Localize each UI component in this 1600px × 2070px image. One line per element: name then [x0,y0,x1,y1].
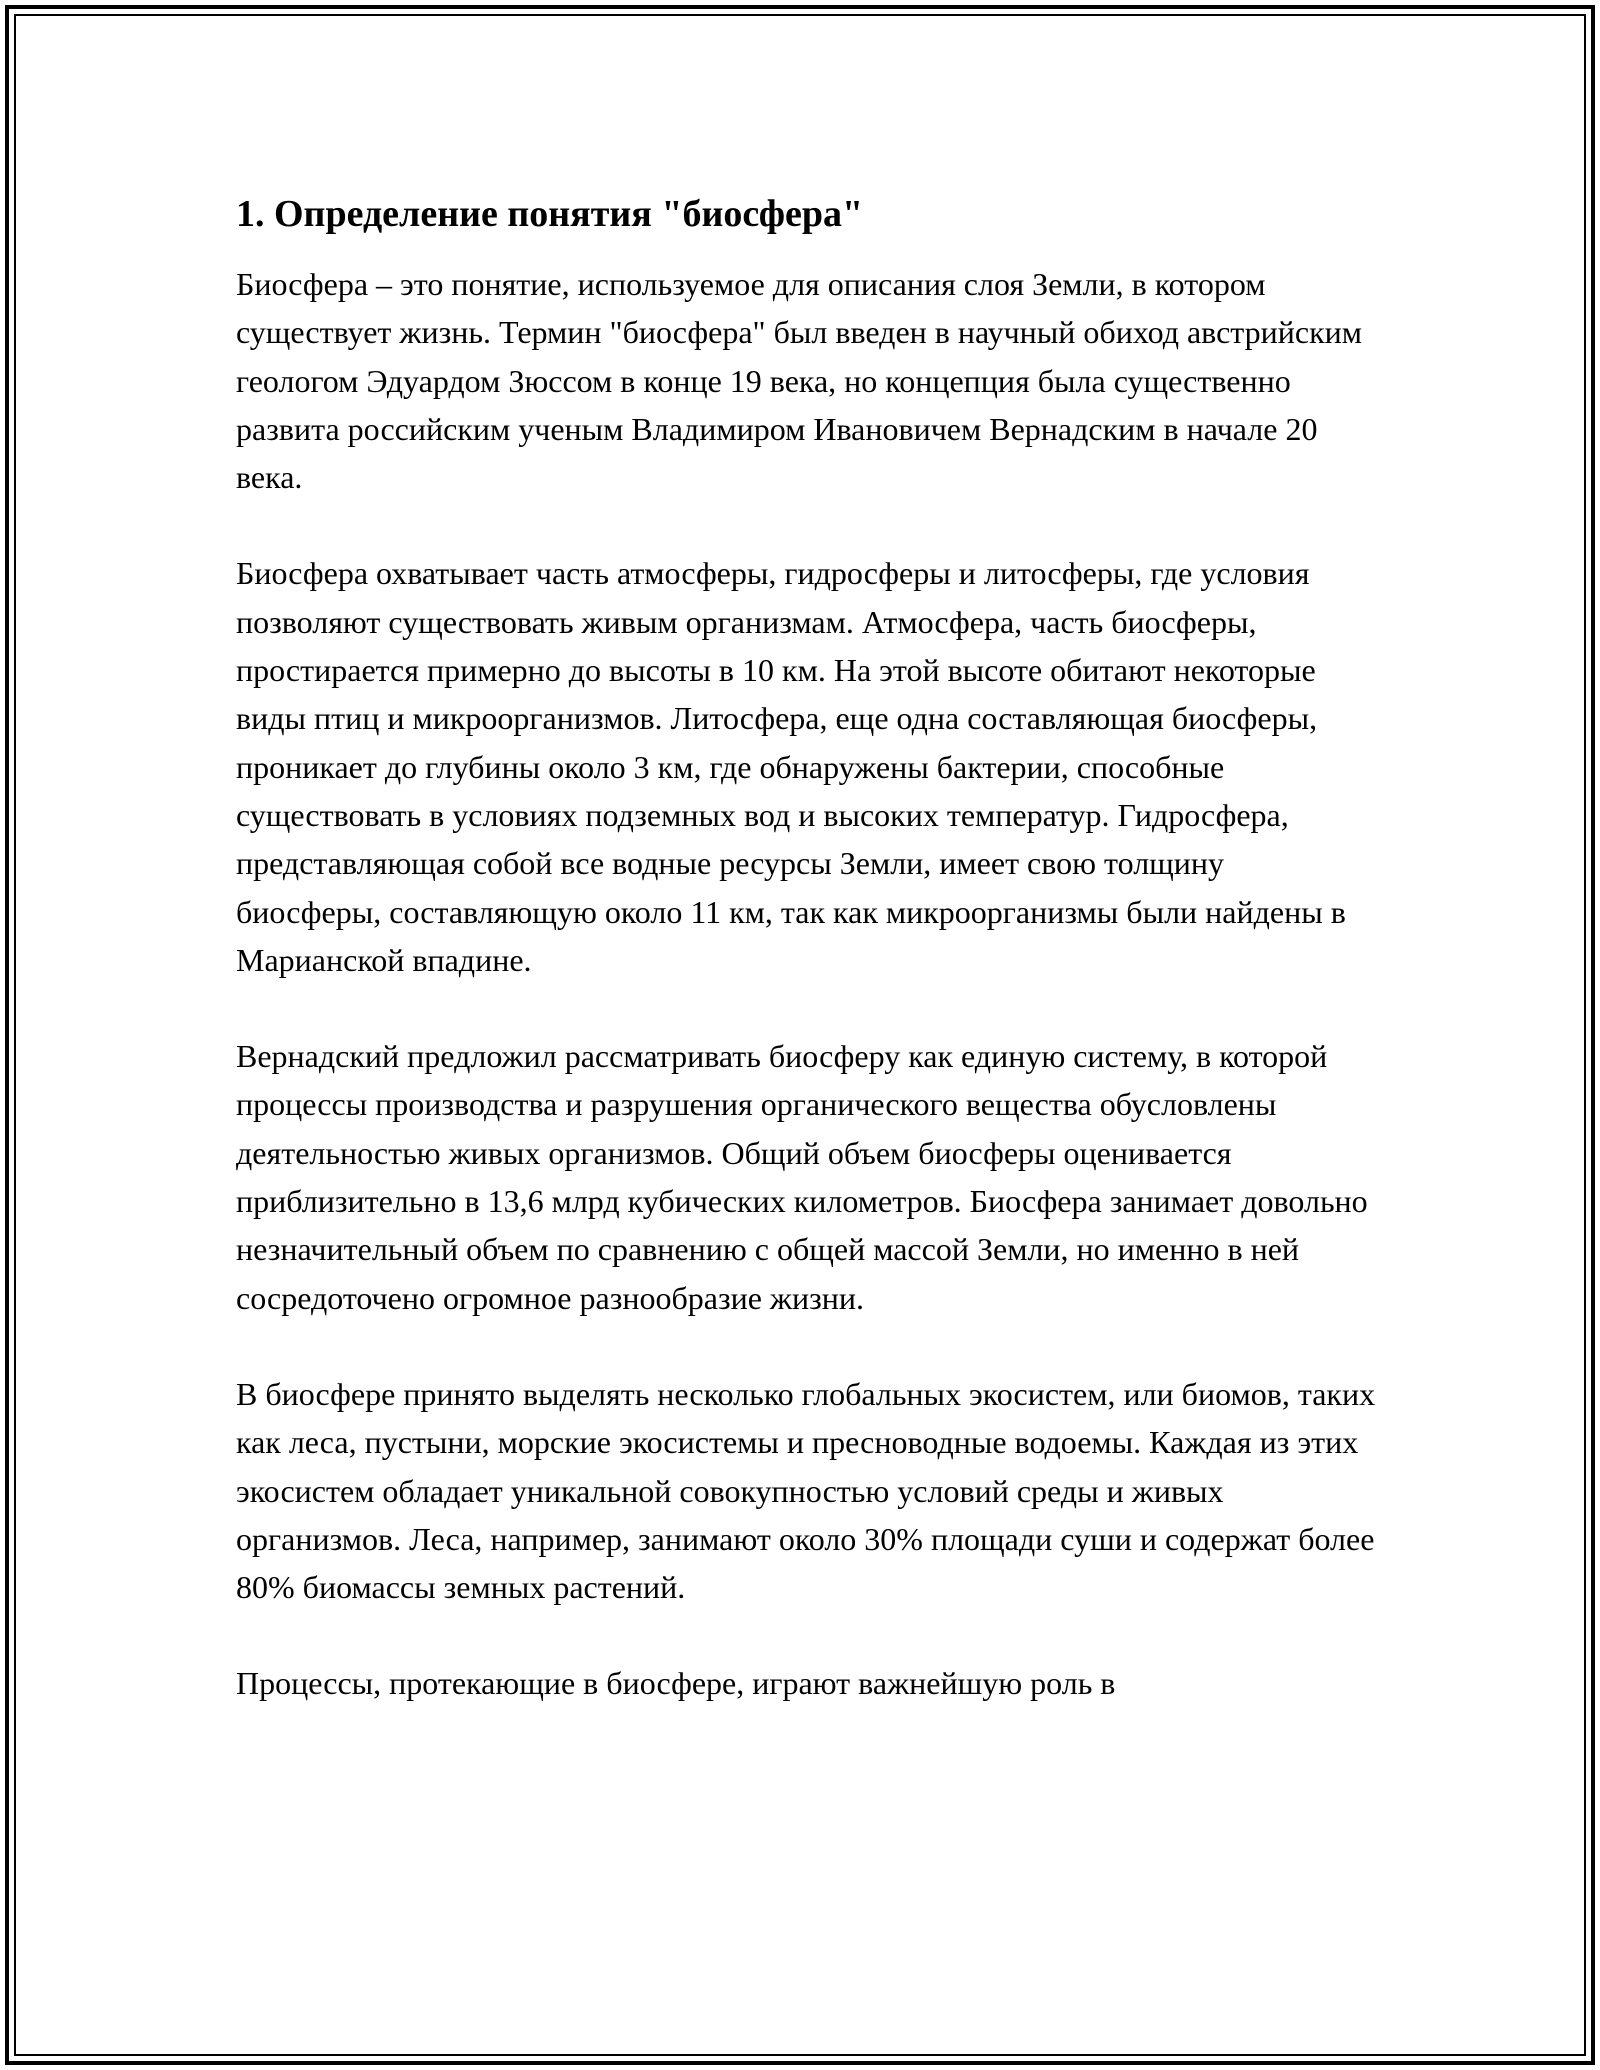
paragraph-2: Биосфера охватывает часть атмосферы, гидросферы и литосферы, где условия позволяют существовать живым организмам. Атмосфера, часть биосферы, простирается примерно до высоты в 10 км. На этой высоте обитают некоторые виды птиц и микроорганизмов. Литосфера, еще одна составляющая биосферы, проникает до глубины около 3 км, где обнаружены бактерии, способные существовать в условиях подземных вод и высоких температур. Гидросфера, представляющая собой все водные ресурсы Земли, имеет свою толщину биосферы, составляющую около 11 км, так как микроорганизмы были найдены в Марианской впадине. [236,555,1346,978]
paragraph-3: Вернадский предложил рассматривать биосферу как единую систему, в которой процессы производства и разрушения органического вещества обусловлены деятельностью живых организмов. Общий объем биосферы оценивается приблизительно в 13,6 млрд кубических километров. Биосфера занимает довольно незначительный объем по сравнению с общей массой Земли, но именно в ней сосредоточено огромное разнообразие жизни. [236,1038,1368,1316]
paragraph-5: Процессы, протекающие в биосфере, играют важнейшую роль в [236,1665,1116,1702]
section-heading: 1. Определение понятия "биосфера" [236,193,864,235]
document-body [236,186,1376,1756]
paragraph-4: В биосфере принято выделять несколько глобальных экосистем, или биомов, таких как леса, пустыни, морские экосистемы и пресноводные водоемы. Каждая из этих экосистем обладает уникальной совокупностью условий среды и живых организмов. Леса, например, занимают около 30% площади суши и содержат более 80% биомассы земных растений. [236,1375,1376,1606]
paragraph-1: Биосфера – это понятие, используемое для описания слоя Земли, в котором существует жизнь. Термин "биосфера" был введен в научный обиход австрийским геологом Эдуардом Зюссом в конце 19 века, но концепция была существенно развита российским ученым Владимиром Ивановичем Вернадским в начале 20 века. [236,266,1363,496]
